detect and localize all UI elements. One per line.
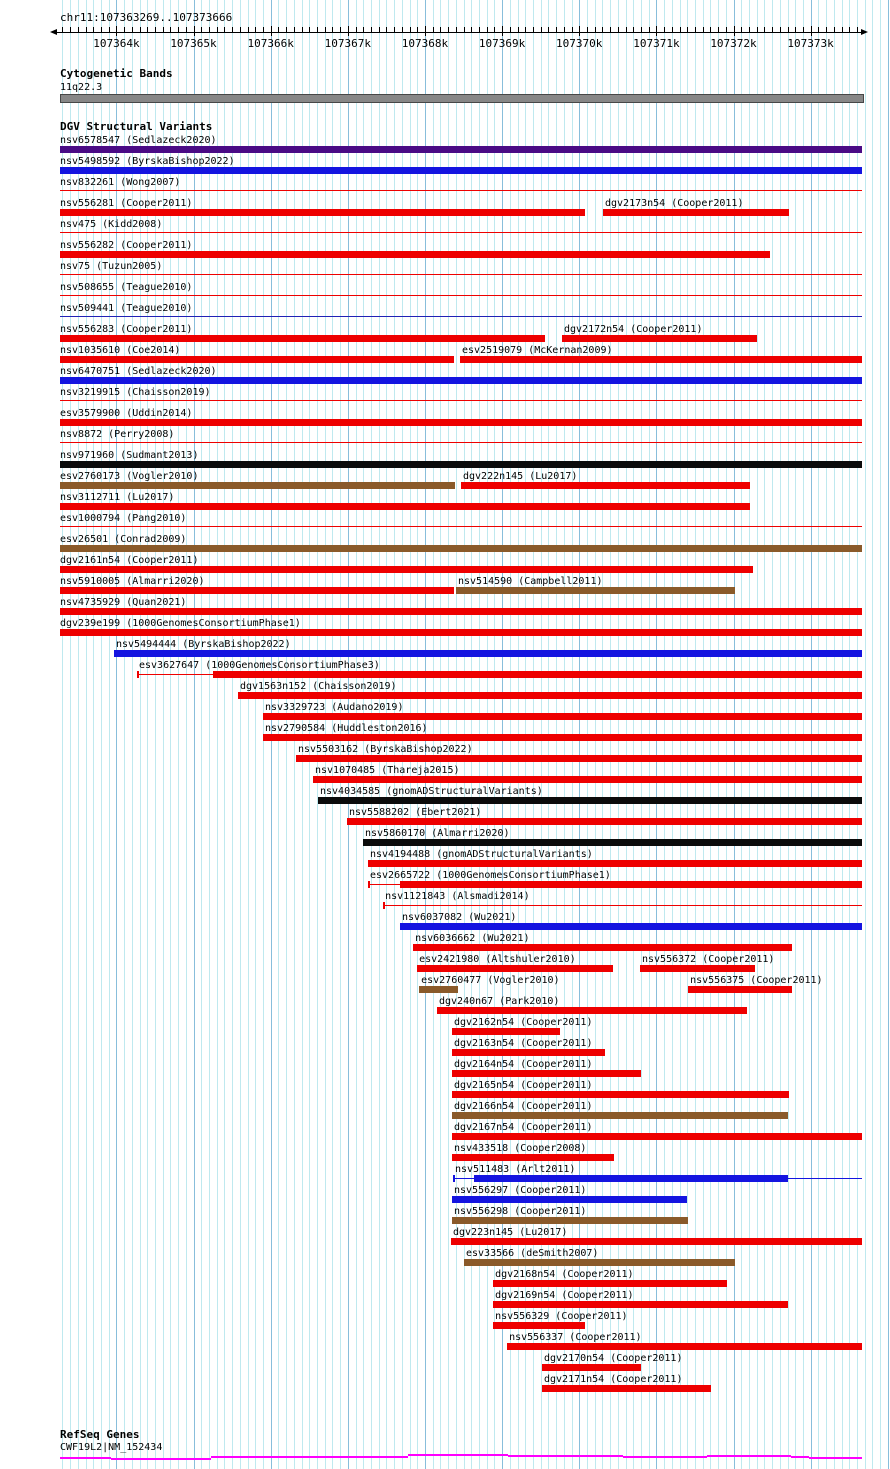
gene-label[interactable]: CWF19L2|NM_152434 (60, 1442, 163, 1453)
gene-model-segment[interactable] (809, 1457, 862, 1459)
variant-label[interactable]: nsv556297 (Cooper2011) (454, 1185, 587, 1196)
variant-label[interactable]: nsv6037082 (Wu2021) (402, 912, 517, 923)
variant-label[interactable]: nsv511483 (Arlt2011) (455, 1164, 576, 1175)
variant-label[interactable]: nsv556329 (Cooper2011) (495, 1311, 628, 1322)
variant-label[interactable]: nsv5860170 (Almarri2020) (365, 828, 510, 839)
variant-label[interactable]: nsv556282 (Cooper2011) (60, 240, 193, 251)
gene-model-segment[interactable] (211, 1456, 306, 1458)
variant-bar[interactable] (60, 461, 862, 468)
variant-line[interactable] (60, 274, 862, 275)
variant-bar[interactable] (417, 965, 613, 972)
variant-label[interactable]: nsv514590 (Campbell2011) (458, 576, 603, 587)
variant-bar[interactable] (60, 545, 862, 552)
variant-label[interactable]: nsv556375 (Cooper2011) (690, 975, 823, 986)
variant-label[interactable]: nsv5498592 (ByrskaBishop2022) (60, 156, 235, 167)
variant-bar[interactable] (542, 1364, 641, 1371)
variant-bar[interactable] (542, 1385, 711, 1392)
gene-model-segment[interactable] (623, 1456, 707, 1458)
variant-line[interactable] (137, 674, 213, 675)
variant-label[interactable]: nsv433518 (Cooper2008) (454, 1143, 587, 1154)
variant-line[interactable] (453, 1178, 474, 1179)
variant-bar[interactable] (400, 881, 862, 888)
variant-label[interactable]: dgv2168n54 (Cooper2011) (495, 1269, 634, 1280)
variant-line[interactable] (60, 316, 862, 317)
variant-label[interactable]: esv1000794 (Pang2010) (60, 513, 187, 524)
variant-label[interactable]: dgv2164n54 (Cooper2011) (454, 1059, 593, 1070)
gene-model-segment[interactable] (60, 1457, 111, 1459)
variant-bar[interactable] (452, 1028, 560, 1035)
variant-label[interactable]: nsv6578547 (Sedlazeck2020) (60, 135, 217, 146)
variant-bar[interactable] (640, 965, 755, 972)
variant-label[interactable]: nsv5588202 (Ebert2021) (349, 807, 482, 818)
variant-label[interactable]: dgv240n67 (Park2010) (439, 996, 560, 1007)
variant-bar[interactable] (60, 377, 862, 384)
variant-bar[interactable] (60, 503, 750, 510)
variant-bar[interactable] (400, 923, 862, 930)
variant-line[interactable] (383, 905, 862, 906)
variant-label[interactable]: nsv556281 (Cooper2011) (60, 198, 193, 209)
variant-bar[interactable] (60, 251, 770, 258)
variant-bar[interactable] (60, 419, 862, 426)
variant-bar[interactable] (60, 335, 545, 342)
variant-label[interactable]: esv2421980 (Altshuler2010) (419, 954, 576, 965)
variant-label[interactable]: nsv4194488 (gnomADStructuralVariants) (370, 849, 593, 860)
variant-bar[interactable] (452, 1196, 687, 1203)
variant-bar[interactable] (474, 1175, 788, 1182)
variant-label[interactable]: nsv556283 (Cooper2011) (60, 324, 193, 335)
ruler-tick-label: 107373k (787, 37, 834, 50)
variant-label[interactable]: nsv1121843 (Alsmadi2014) (385, 891, 530, 902)
variant-line[interactable] (60, 232, 862, 233)
variant-bar[interactable] (114, 650, 862, 657)
variant-label[interactable]: esv26501 (Conrad2009) (60, 534, 187, 545)
variant-line[interactable] (788, 1178, 862, 1179)
ruler-tick-label: 107366k (247, 37, 294, 50)
variant-label[interactable]: dgv222n145 (Lu2017) (463, 471, 578, 482)
variant-bar[interactable] (60, 608, 862, 615)
variant-label[interactable]: nsv475 (Kidd2008) (60, 219, 163, 230)
variant-label[interactable]: nsv2790584 (Huddleston2016) (265, 723, 428, 734)
variant-label[interactable]: dgv1563n152 (Chaisson2019) (240, 681, 397, 692)
variant-bar[interactable] (60, 209, 585, 216)
variant-bar[interactable] (461, 482, 750, 489)
variant-bar[interactable] (603, 209, 789, 216)
variant-bar[interactable] (313, 776, 862, 783)
gene-model-segment[interactable] (707, 1455, 791, 1457)
variant-bar[interactable] (238, 692, 862, 699)
variant-bar[interactable] (493, 1280, 727, 1287)
variant-label[interactable]: dgv2162n54 (Cooper2011) (454, 1017, 593, 1028)
variant-bar[interactable] (452, 1133, 862, 1140)
variant-label[interactable]: nsv971960 (Sudmant2013) (60, 450, 199, 461)
variant-label[interactable]: dgv2163n54 (Cooper2011) (454, 1038, 593, 1049)
variant-label[interactable]: nsv75 (Tuzun2005) (60, 261, 163, 272)
variant-bar[interactable] (456, 587, 735, 594)
variant-label[interactable]: dgv223n145 (Lu2017) (453, 1227, 568, 1238)
variant-bar[interactable] (493, 1322, 585, 1329)
gene-model-segment[interactable] (508, 1455, 623, 1457)
variant-bar[interactable] (419, 986, 458, 993)
ruler-tick-label: 107364k (93, 37, 140, 50)
variant-line[interactable] (60, 442, 862, 443)
variant-label[interactable]: nsv1035610 (Coe2014) (60, 345, 181, 356)
variant-bar[interactable] (60, 356, 454, 363)
variant-bar[interactable] (452, 1049, 605, 1056)
ruler-tick-label: 107372k (710, 37, 757, 50)
variant-label[interactable]: nsv5910005 (Almarri2020) (60, 576, 205, 587)
variant-label[interactable]: nsv8872 (Perry2008) (60, 429, 175, 440)
variant-bar[interactable] (60, 629, 862, 636)
variant-bar[interactable] (452, 1070, 641, 1077)
ruler-tick-label: 107369k (478, 37, 526, 50)
variant-label[interactable]: nsv832261 (Wong2007) (60, 177, 181, 188)
variant-bar[interactable] (296, 755, 862, 762)
refseq-track-title: RefSeq Genes (60, 1428, 140, 1441)
variant-label[interactable]: esv33566 (deSmith2007) (466, 1248, 599, 1259)
variant-label[interactable]: esv3579900 (Uddin2014) (60, 408, 193, 419)
variant-bar[interactable] (347, 818, 862, 825)
gene-model-segment[interactable] (306, 1456, 408, 1458)
gene-model-segment[interactable] (791, 1456, 809, 1458)
ruler-tick-label: 107365k (170, 37, 217, 50)
variant-label[interactable]: dgv2166n54 (Cooper2011) (454, 1101, 593, 1112)
variant-label[interactable]: dgv2173n54 (Cooper2011) (605, 198, 744, 209)
variant-bar[interactable] (452, 1112, 788, 1119)
variant-bar[interactable] (507, 1343, 862, 1350)
variant-bar[interactable] (263, 734, 862, 741)
variant-label[interactable]: nsv6470751 (Sedlazeck2020) (60, 366, 217, 377)
variant-label[interactable]: nsv5494444 (ByrskaBishop2022) (116, 639, 291, 650)
variant-bar[interactable] (493, 1301, 788, 1308)
variant-label[interactable]: nsv6036662 (Wu2021) (415, 933, 530, 944)
variant-bar[interactable] (60, 146, 862, 153)
variant-label[interactable]: dgv2170n54 (Cooper2011) (544, 1353, 683, 1364)
variant-label[interactable]: esv3627647 (1000GenomesConsortiumPhase3) (139, 660, 380, 671)
cytoband-label: 11q22.3 (60, 82, 103, 93)
ruler-tick-label: 107370k (556, 37, 603, 50)
variant-bar[interactable] (464, 1259, 735, 1266)
ruler-tick-label: 107367k (324, 37, 371, 50)
dgv-track-title: DGV Structural Variants (60, 120, 213, 133)
variant-label[interactable]: dgv2165n54 (Cooper2011) (454, 1080, 593, 1091)
variant-bar[interactable] (437, 1007, 747, 1014)
variant-label[interactable]: nsv509441 (Teague2010) (60, 303, 193, 314)
variant-label[interactable]: dgv2169n54 (Cooper2011) (495, 1290, 634, 1301)
variant-label[interactable]: nsv4034585 (gnomADStructuralVariants) (320, 786, 543, 797)
cytogenetic-bands-title: Cytogenetic Bands (60, 67, 173, 80)
variant-label[interactable]: nsv3112711 (Lu2017) (60, 492, 175, 503)
variant-label[interactable]: dgv2171n54 (Cooper2011) (544, 1374, 683, 1385)
variant-bar[interactable] (263, 713, 862, 720)
variant-label[interactable]: nsv508655 (Teague2010) (60, 282, 193, 293)
variant-label[interactable]: nsv5503162 (ByrskaBishop2022) (298, 744, 473, 755)
variant-bar[interactable] (368, 860, 862, 867)
ruler-tick-label: 107368k (401, 37, 449, 50)
variant-line[interactable] (60, 400, 862, 401)
variant-label[interactable]: nsv3219915 (Chaisson2019) (60, 387, 211, 398)
variant-bar[interactable] (213, 671, 862, 678)
variant-label[interactable]: nsv3329723 (Audano2019) (265, 702, 404, 713)
variant-bar[interactable] (60, 566, 753, 573)
variant-bar[interactable] (452, 1154, 614, 1161)
region-label: chr11:107363269..107373666 (60, 11, 233, 24)
variant-label[interactable]: nsv556372 (Cooper2011) (642, 954, 775, 965)
variant-label[interactable]: esv2760173 (Vogler2010) (60, 471, 199, 482)
variant-label[interactable]: esv2665722 (1000GenomesConsortiumPhase1) (370, 870, 611, 881)
variant-label[interactable]: dgv2167n54 (Cooper2011) (454, 1122, 593, 1133)
variant-bar[interactable] (451, 1238, 862, 1245)
gene-model-segment[interactable] (111, 1458, 211, 1460)
variant-bar[interactable] (460, 356, 862, 363)
variant-label[interactable]: nsv1070485 (Thareja2015) (315, 765, 460, 776)
variant-line[interactable] (368, 884, 400, 885)
variant-label[interactable]: nsv4735929 (Quan2021) (60, 597, 187, 608)
variant-label[interactable]: esv2519079 (McKernan2009) (462, 345, 613, 356)
variant-label[interactable]: dgv2161n54 (Cooper2011) (60, 555, 199, 566)
variant-line[interactable] (60, 190, 862, 191)
variant-bar[interactable] (413, 944, 792, 951)
variant-bar[interactable] (60, 587, 454, 594)
variant-bar[interactable] (452, 1217, 688, 1224)
variant-bar[interactable] (688, 986, 792, 993)
variant-bar[interactable] (452, 1091, 789, 1098)
variant-label[interactable]: nsv556298 (Cooper2011) (454, 1206, 587, 1217)
variant-label[interactable]: dgv239e199 (1000GenomesConsortiumPhase1) (60, 618, 301, 629)
variant-line[interactable] (60, 295, 862, 296)
ruler-tick-label: 107371k (633, 37, 680, 50)
gene-model-segment[interactable] (408, 1454, 508, 1456)
variant-bar[interactable] (60, 482, 455, 489)
variant-bar[interactable] (60, 167, 862, 174)
variant-label[interactable]: nsv556337 (Cooper2011) (509, 1332, 642, 1343)
variant-label[interactable]: esv2760477 (Vogler2010) (421, 975, 560, 986)
variant-bar[interactable] (318, 797, 862, 804)
variant-line[interactable] (60, 526, 862, 527)
variant-label[interactable]: dgv2172n54 (Cooper2011) (564, 324, 703, 335)
variant-bar[interactable] (562, 335, 757, 342)
variant-bar[interactable] (363, 839, 862, 846)
